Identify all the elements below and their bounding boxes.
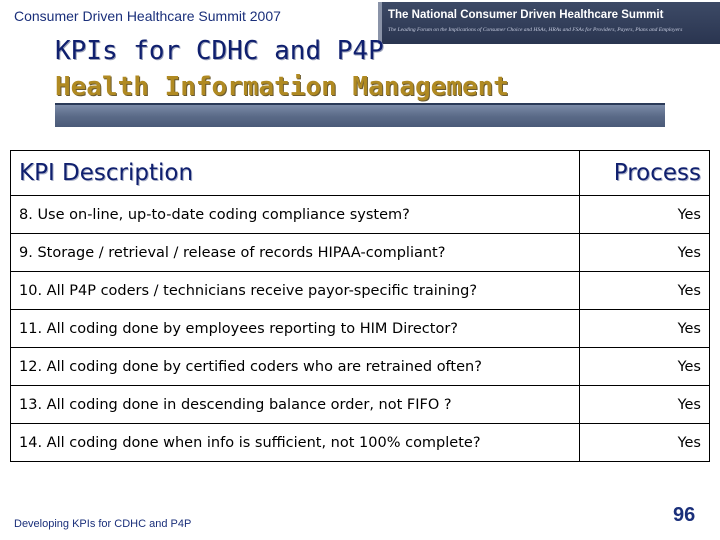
summit-banner: [378, 2, 720, 44]
process-cell: Yes: [580, 234, 710, 272]
table-row: [11, 272, 710, 310]
process-cell: Yes: [580, 196, 710, 234]
kpi-description-cell: 13. All coding done in descending balance order, not FIFO ?: [11, 386, 580, 424]
kpi-description-cell: 8. Use on-line, up-to-date coding compliance system?: [11, 196, 580, 234]
header-process: Process: [580, 151, 710, 196]
summit-label: Consumer Driven Healthcare Summit 2007: [14, 8, 281, 24]
kpi-description-cell: 14. All coding done when info is sufficient, not 100% complete?: [11, 424, 580, 462]
kpi-description-cell: 12. All coding done by certified coders who are retrained often?: [11, 348, 580, 386]
footer-caption: Developing KPIs for CDHC and P4P: [14, 518, 192, 530]
title-divider-bar: [55, 103, 665, 127]
kpi-description-cell: 11. All coding done by employees reporting to HIM Director?: [11, 310, 580, 348]
kpi-table: [10, 150, 710, 462]
header-kpi-description: KPI Description: [11, 151, 580, 196]
banner-subtitle: The Leading Forum on the Implications of Consumer Choice and HSAs, HRAs and FSAs for Providers, Payers, Plans and Employers: [388, 27, 683, 33]
table-row: [11, 310, 710, 348]
process-cell: Yes: [580, 424, 710, 462]
kpi-description-cell: 9. Storage / retrieval / release of records HIPAA-compliant?: [11, 234, 580, 272]
banner-title: The National Consumer Driven Healthcare Summit: [388, 9, 664, 21]
table-header-row: [11, 151, 710, 196]
table-row: [11, 424, 710, 462]
table-row: [11, 234, 710, 272]
table-row: [11, 348, 710, 386]
page-number: 96: [673, 504, 696, 526]
kpi-description-cell: 10. All P4P coders / technicians receive payor-specific training?: [11, 272, 580, 310]
slide-title: KPIs for CDHC and P4P: [55, 36, 384, 66]
table-row: [11, 196, 710, 234]
slide-subtitle: Health Information Management: [55, 72, 509, 102]
process-cell: Yes: [580, 310, 710, 348]
process-cell: Yes: [580, 386, 710, 424]
table-row: [11, 386, 710, 424]
process-cell: Yes: [580, 348, 710, 386]
process-cell: Yes: [580, 272, 710, 310]
